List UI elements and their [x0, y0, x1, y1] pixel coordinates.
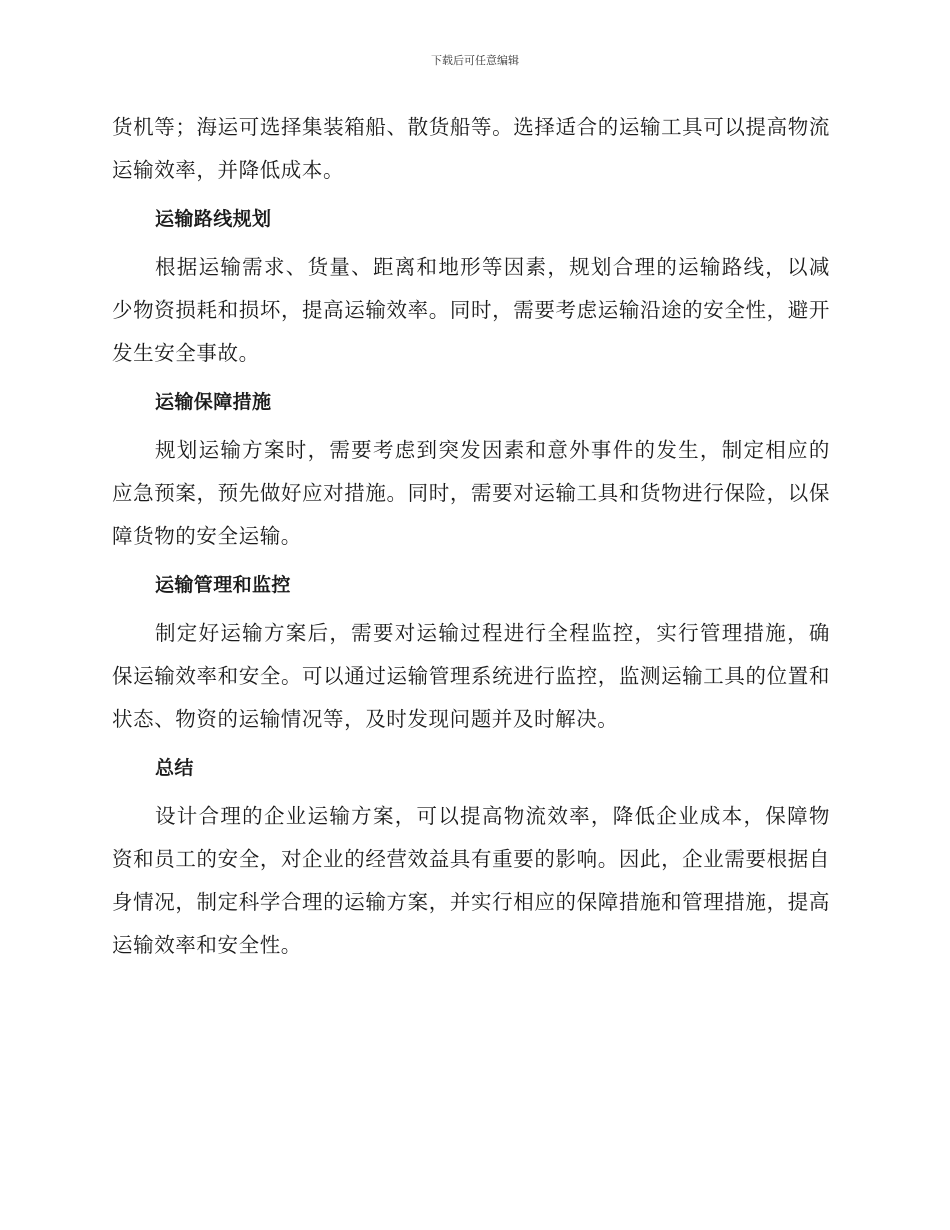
paragraph-management-monitoring: 制定好运输方案后，需要对运输过程进行全程监控，实行管理措施，确保运输效率和安全。可以通过运输管理系统进行监控，监测运输工具的位置和状态、物资的运输情况等，及时发现问题并及时解决。 [112, 621, 830, 731]
document-body [112, 106, 830, 967]
paragraph-safeguard-measures: 规划运输方案时，需要考虑到突发因素和意外事件的发生，制定相应的应急预案，预先做好应对措施。同时，需要对运输工具和货物进行保险，以保障货物的安全运输。 [112, 438, 830, 548]
section-heading-summary: 总结 [155, 757, 194, 779]
paragraph-transport-tools-continued: 货机等；海运可选择集装箱船、散货船等。选择适合的运输工具可以提高物流运输效率，并降低成本。 [112, 115, 830, 182]
section-heading-route-planning: 运输路线规划 [155, 208, 272, 230]
page-header: 下载后可任意编辑 [431, 54, 519, 67]
paragraph-summary: 设计合理的企业运输方案，可以提高物流效率，降低企业成本，保障物资和员工的安全，对企业的经营效益具有重要的影响。因此，企业需要根据自身情况，制定科学合理的运输方案，并实行相应的保障措施和管理措施，提高运输效率和安全性。 [112, 804, 830, 957]
section-heading-management-monitoring: 运输管理和监控 [155, 574, 291, 596]
section-heading-safeguard-measures: 运输保障措施 [155, 391, 272, 413]
paragraph-route-planning: 根据运输需求、货量、距离和地形等因素，规划合理的运输路线，以减少物资损耗和损坏，提高运输效率。同时，需要考虑运输沿途的安全性，避开发生安全事故。 [112, 255, 830, 365]
